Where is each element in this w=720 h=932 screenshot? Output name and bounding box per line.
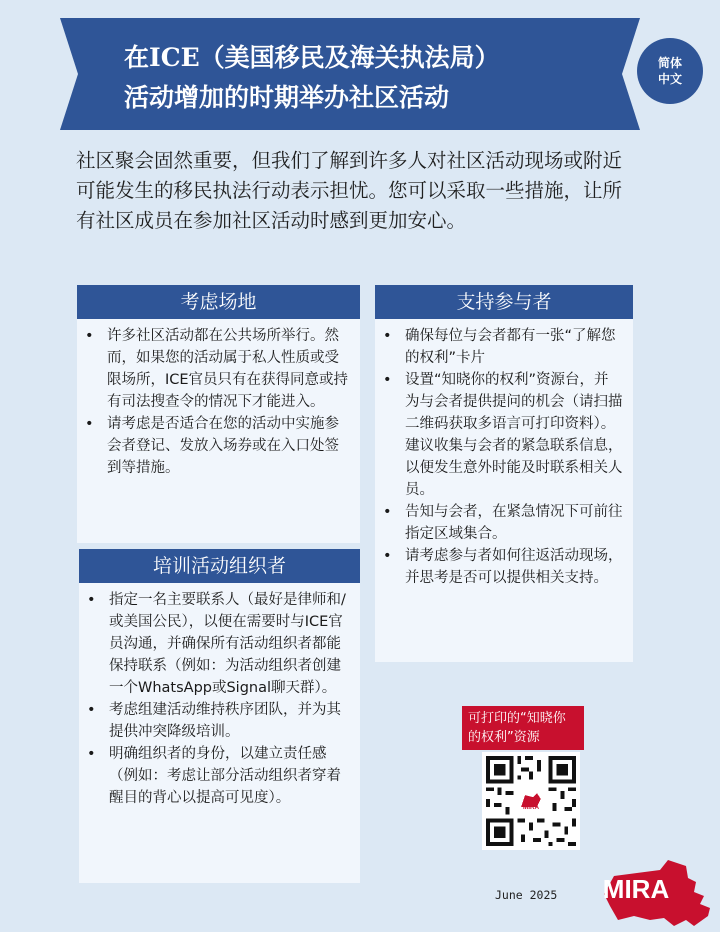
list-item: • 明确组织者的身份，以建立责任感（例如：考虑让部分活动组织者穿着醒目的背心以提高可见度）。 bbox=[109, 743, 350, 809]
title-line-2: 活动增加的时期举办社区活动 bbox=[124, 83, 450, 112]
list-item: • 请考虑参与者如何往返活动现场，并思考是否可以提供相关支持。 bbox=[405, 545, 623, 589]
language-badge-line-1: 简体 bbox=[657, 56, 682, 70]
language-badge-line-2: 中文 bbox=[657, 72, 682, 86]
qr-code-graphic bbox=[482, 752, 580, 850]
list-item: • 考虑组建活动维持秩序团队，并为其提供冲突降级培训。 bbox=[109, 699, 350, 743]
list-item: • 确保每位与会者都有一张“了解您的权利”卡片 bbox=[405, 325, 623, 369]
title-line-1: 在ICE（美国移民及海关执法局） bbox=[124, 43, 500, 72]
venue-list bbox=[77, 319, 360, 479]
list-item: • 请考虑是否适合在您的活动中实施参会者登记、发放入场券或在入口处签到等措施。 bbox=[107, 413, 350, 479]
qr-code[interactable] bbox=[482, 752, 580, 850]
qr-label: 可打印的“知晓你的权利”资源 bbox=[462, 706, 584, 750]
page-title bbox=[124, 38, 594, 118]
organizers-section bbox=[79, 549, 360, 883]
list-item: • 许多社区活动都在公共场所举行。然而，如果您的活动属于私人性质或受限场所，ICE官员只有在获得同意或持有司法搜查令的情况下才能进入。 bbox=[107, 325, 350, 413]
intro-paragraph: 社区聚会固然重要，但我们了解到许多人对社区活动现场或附近可能发生的移民执法行动表示担忧。您可以采取一些措施，让所有社区成员在参加社区活动时感到更加安心。 bbox=[76, 149, 623, 232]
support-heading: 支持参与者 bbox=[375, 285, 633, 319]
language-badge bbox=[637, 38, 703, 104]
list-item: • 设置“知晓你的权利”资源台，并为与会者提供提问的机会（请扫描二维码获取多语言可打印资料）。建议收集与会者的紧急联系信息，以便发生意外时能及时联系相关人员。 bbox=[405, 369, 623, 501]
list-item: • 告知与会者，在紧急情况下可前往指定区域集合。 bbox=[405, 501, 623, 545]
qr-inner-logo: MIRA bbox=[522, 804, 540, 812]
organizers-heading: 培训活动组织者 bbox=[79, 549, 360, 583]
support-section bbox=[375, 285, 633, 662]
logo-text: MIRA bbox=[602, 874, 670, 904]
venue-section bbox=[77, 285, 360, 543]
venue-heading: 考虑场地 bbox=[77, 285, 360, 319]
publication-date: June 2025 bbox=[495, 888, 558, 902]
mira-logo bbox=[590, 856, 720, 932]
banner-notch bbox=[60, 18, 78, 130]
organizers-list bbox=[79, 583, 360, 809]
support-list bbox=[375, 319, 633, 589]
list-item: • 指定一名主要联系人（最好是律师和/或美国公民），以便在需要时与ICE官员沟通，并确保所有活动组织者都能保持联系（例如：为活动组织者创建一个WhatsApp或Signal聊天群）。 bbox=[109, 589, 350, 699]
